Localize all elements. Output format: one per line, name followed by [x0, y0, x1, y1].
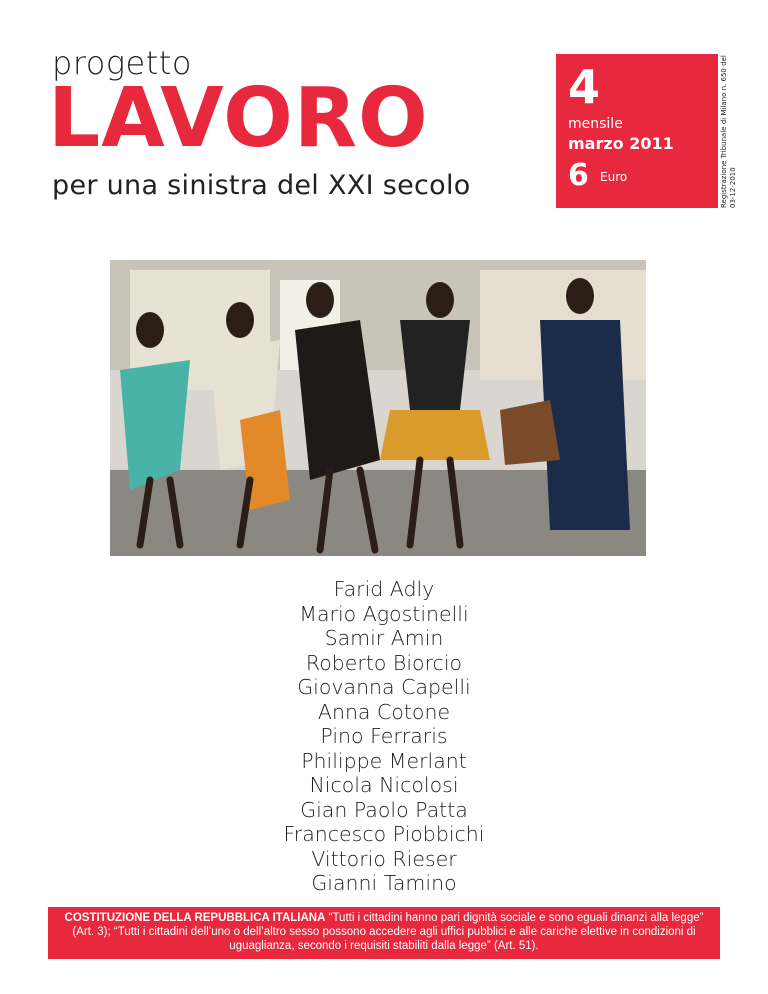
issue-number: 4	[568, 60, 601, 114]
dancers-illustration	[110, 260, 646, 556]
issue-box	[556, 54, 718, 208]
author-name: Samir Amin	[324, 626, 444, 650]
constitution-quote: “Tutti i cittadini hanno pari dignità sociale e sono eguali dinanzi alla legge” (Art. 3); “Tutti i cittadini dell’uno o dell’altro sesso possono accedere agli uffici pubblici e alle cariche elettive in condizioni di uguaglianza, secondo i requisiti stabiliti dalla legge” (Art. 51).	[72, 912, 704, 952]
author-name: Roberto Biorcio	[305, 650, 463, 675]
pre-title: progetto	[52, 44, 192, 82]
author-name: Gianni Tamino	[311, 871, 457, 895]
issue-price: 6	[568, 158, 589, 193]
subtitle: per una sinistra del XXI secolo	[52, 170, 471, 201]
author-name: Mario Agostinelli	[299, 601, 469, 626]
cover-photo	[110, 260, 646, 556]
issue-currency: Euro	[600, 170, 628, 184]
author-name: Giovanna Capelli	[297, 675, 471, 699]
author-name: Pino Ferraris	[320, 724, 448, 748]
registration-note: Registrazione Tribunale di Milano n. 650 del 03-12-2010	[720, 55, 737, 208]
author-name: Nicola Nicolosi	[309, 773, 459, 797]
authors-list	[184, 577, 584, 896]
author-name: Philippe Merlant	[301, 748, 467, 773]
author-name: Gian Paolo Patta	[300, 797, 468, 822]
issue-frequency: mensile	[568, 116, 623, 132]
constitution-banner	[48, 907, 720, 959]
magazine-title: LAVORO	[48, 71, 429, 166]
author-name: Farid Adly	[333, 577, 435, 601]
author-name: Francesco Piobbichi	[283, 822, 485, 846]
issue-date: marzo 2011	[568, 134, 674, 153]
constitution-heading: COSTITUZIONE DELLA REPUBBLICA ITALIANA	[64, 912, 326, 924]
author-name: Vittorio Rieser	[311, 846, 457, 871]
author-name: Anna Cotone	[317, 699, 451, 724]
